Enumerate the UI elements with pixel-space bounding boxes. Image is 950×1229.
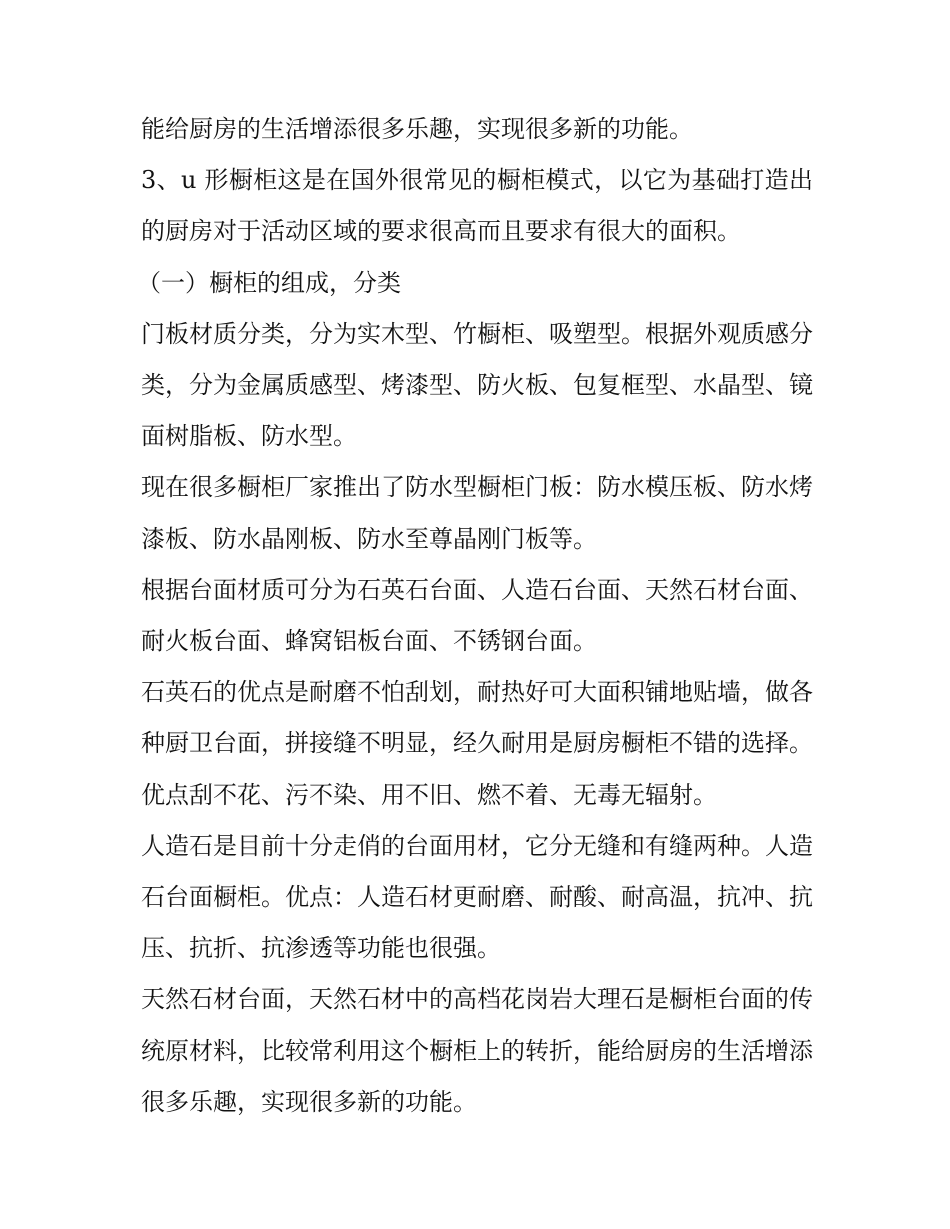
paragraph-countertop-materials: 根据台面材质可分为石英石台面、人造石台面、天然石材台面、耐火板台面、蜂窝铝板台面、不锈钢台面。 <box>141 575 813 656</box>
paragraph-continuation: 能给厨房的生活增添很多乐趣，实现很多新的功能。 <box>141 115 693 143</box>
paragraph-natural-stone: 天然石材台面，天然石材中的高档花岗岩大理石是橱柜台面的传统原材料，比较常利用这个橱柜上的转折，能给厨房的生活增添很多乐趣，实现很多新的功能。 <box>141 985 813 1116</box>
paragraph-waterproof-door-panels: 现在很多橱柜厂家推出了防水型橱柜门板：防水模压板、防水烤漆板、防水晶刚板、防水至尊晶刚门板等。 <box>141 473 813 553</box>
section-heading-cabinet-composition: （一）橱柜的组成，分类 <box>137 268 401 297</box>
paragraph-u-shaped-cabinet: 3、u 形橱柜这是在国外很常见的橱柜模式，以它为基础打造出的厨房对于活动区域的要求很高而且要求有很大的面积。 <box>141 166 813 246</box>
paragraph-door-panel-materials: 门板材质分类，分为实木型、竹橱柜、吸塑型。根据外观质感分类，分为金属质感型、烤漆型、防火板、包复框型、水晶型、镜面树脂板、防水型。 <box>141 319 813 451</box>
paragraph-artificial-stone: 人造石是目前十分走俏的台面用材，它分无缝和有缝两种。人造石台面橱柜。优点：人造石材更耐磨、耐酸、耐高温，抗冲、抗压、抗折、抗渗透等功能也很强。 <box>141 831 813 963</box>
paragraph-quartz-stone: 石英石的优点是耐磨不怕刮划，耐热好可大面积铺地贴墙，做各种厨卫台面，拼接缝不明显，经久耐用是厨房橱柜不错的选择。优点刮不花、污不染、用不旧、燃不着、无毒无辐射。 <box>141 678 813 809</box>
document-body <box>137 104 813 1128</box>
